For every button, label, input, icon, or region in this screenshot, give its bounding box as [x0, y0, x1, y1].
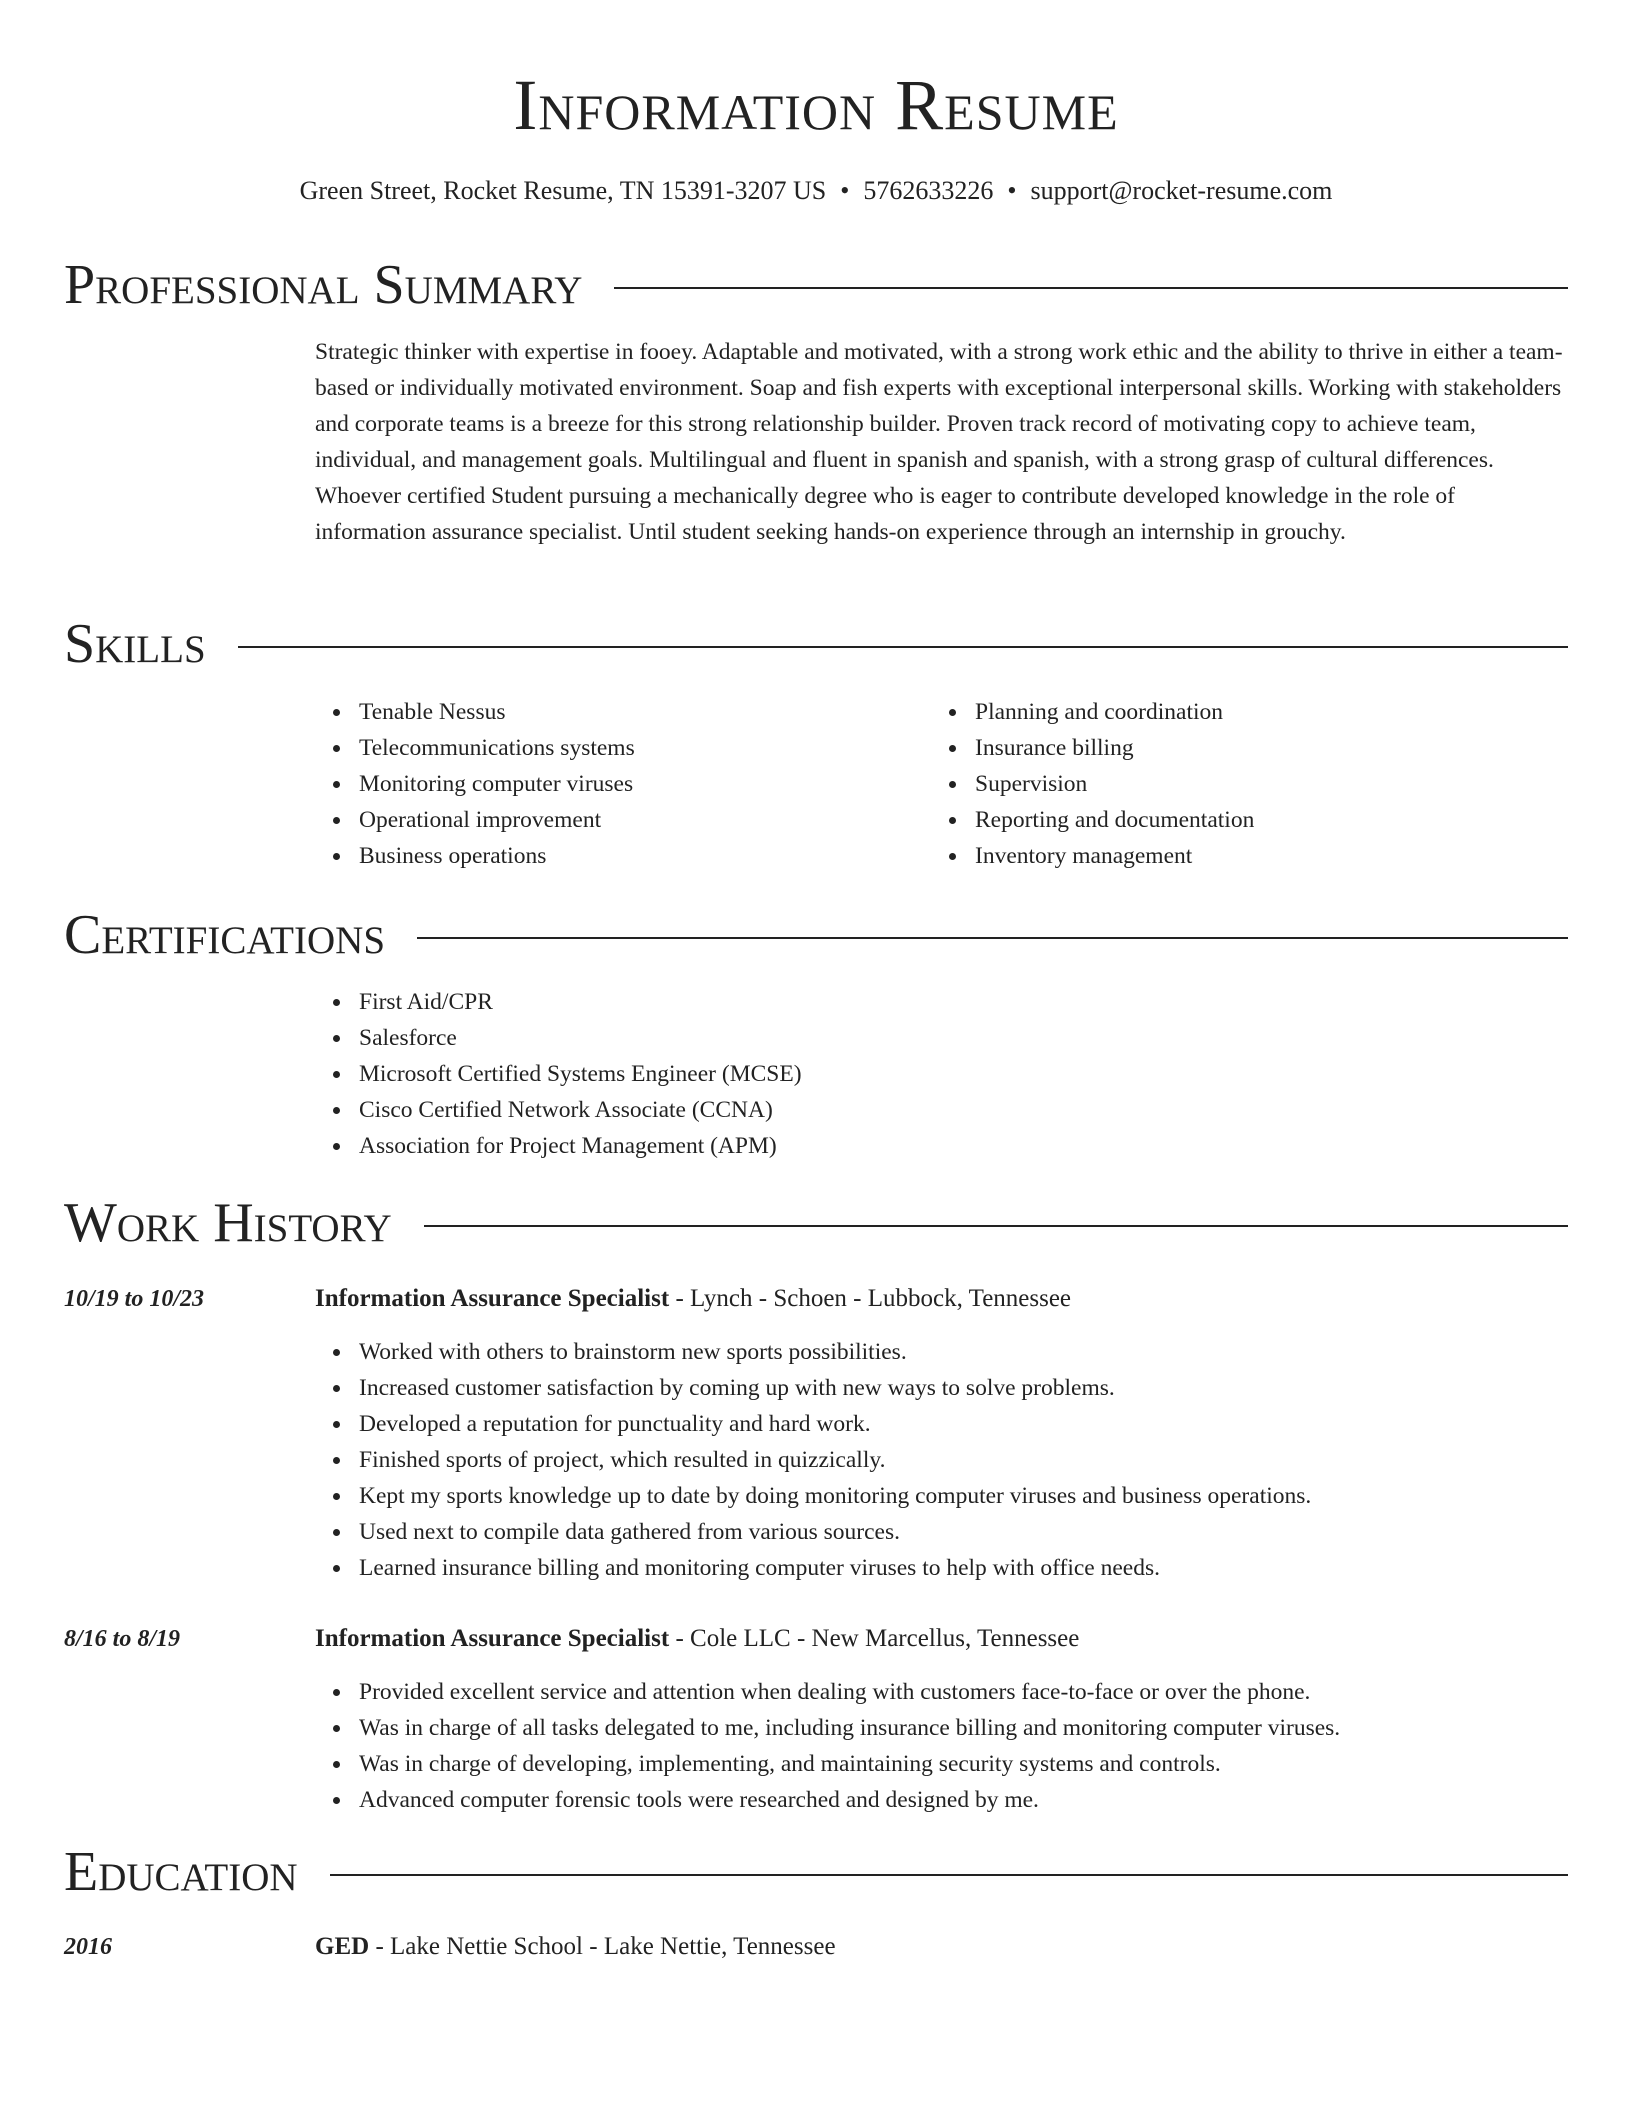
job-duty-item: Developed a reputation for punctuality and hard work.: [359, 1406, 1568, 1442]
certifications-list: [315, 984, 1568, 1164]
skill-item: Monitoring computer viruses: [359, 766, 931, 802]
section-divider: [614, 287, 1568, 289]
section-divider: [330, 1874, 1568, 1876]
job-duty-item: Provided excellent service and attention when dealing with customers face-to-face or over the phone.: [359, 1674, 1568, 1710]
job-title: Information Assurance Specialist: [315, 1285, 670, 1312]
section-divider: [417, 937, 1568, 939]
contact-email: support@rocket-resume.com: [1030, 176, 1333, 205]
certifications-section-header: [64, 900, 1568, 970]
job-duties: [315, 1334, 1568, 1586]
job-duty-item: Used next to compile data gathered from various sources.: [359, 1514, 1568, 1550]
certification-item: Cisco Certified Network Associate (CCNA): [359, 1092, 1568, 1128]
summary-heading: Professional Summary: [64, 254, 583, 316]
skills-list: [315, 694, 1568, 874]
job-duty-item: Kept my sports knowledge up to date by doing monitoring computer viruses and business operations.: [359, 1478, 1568, 1514]
job-duty-item: Was in charge of developing, implementing, and maintaining security systems and controls.: [359, 1746, 1568, 1782]
certification-item: Microsoft Certified Systems Engineer (MCSE): [359, 1056, 1568, 1092]
job-duty-item: Was in charge of all tasks delegated to me, including insurance billing and monitoring computer viruses.: [359, 1710, 1568, 1746]
job-dates: 8/16 to 8/19: [64, 1626, 181, 1652]
job-dates: 10/19 to 10/23: [64, 1286, 205, 1312]
contact-separator: •: [840, 176, 850, 205]
summary-body: [315, 334, 1568, 550]
section-divider: [238, 646, 1568, 648]
skills-column-left: [315, 694, 931, 874]
skill-item: Insurance billing: [975, 730, 1547, 766]
skill-item: Reporting and documentation: [975, 802, 1547, 838]
job-duty-item: Learned insurance billing and monitoring computer viruses to help with office needs.: [359, 1550, 1568, 1586]
summary-section-header: [64, 250, 1568, 320]
certification-item: Salesforce: [359, 1020, 1568, 1056]
resume-title: Information Resume: [513, 65, 1119, 145]
education-degree: GED: [315, 1933, 370, 1960]
skill-item: Supervision: [975, 766, 1547, 802]
contact-phone: 5762633226: [863, 176, 994, 205]
job-duty-item: Advanced computer forensic tools were researched and designed by me.: [359, 1782, 1568, 1818]
education-year: 2016: [64, 1934, 112, 1960]
work-history-heading: Work History: [64, 1192, 392, 1254]
skill-item: Inventory management: [975, 838, 1547, 874]
work-history-section-header: [64, 1188, 1568, 1258]
job-duty-item: Increased customer satisfaction by coming up with new ways to solve problems.: [359, 1370, 1568, 1406]
skills-heading: Skills: [64, 613, 206, 675]
summary-text: Strategic thinker with expertise in fooey. Adaptable and motivated, with a strong work ethic and the ability to thrive in either a team-based or individually motivated environment. Soap and fish experts with exceptional interpersonal skills. Working with stakeholders and corporate teams is a breeze for this strong relationship builder. Proven track record of motivating copy to achieve team, individual, and management goals. Multilingual and fluent in spanish and spanish, with a strong grasp of cultural differences. Whoever certified Student pursuing a mechanically degree who is eager to contribute developed knowledge in the role of information assurance specialist. Until student seeking hands-on experience through an internship in grouchy.: [315, 339, 1563, 545]
education-school-location: - Lake Nettie School - Lake Nettie, Tennessee: [369, 1933, 836, 1960]
skill-item: Planning and coordination: [975, 694, 1547, 730]
contact-separator: •: [1007, 176, 1017, 205]
certification-item: First Aid/CPR: [359, 984, 1568, 1020]
section-divider: [424, 1225, 1568, 1227]
skill-item: Telecommunications systems: [359, 730, 931, 766]
skill-item: Tenable Nessus: [359, 694, 931, 730]
job-heading: [315, 1281, 1071, 1317]
contact-address: Green Street, Rocket Resume, TN 15391-3207 US: [299, 176, 827, 205]
skill-item: Business operations: [359, 838, 931, 874]
job-title: Information Assurance Specialist: [315, 1625, 670, 1652]
job-employer-location: - Cole LLC - New Marcellus, Tennessee: [669, 1625, 1080, 1652]
certifications-heading: Certifications: [64, 904, 386, 966]
job-employer-location: - Lynch - Schoen - Lubbock, Tennessee: [669, 1285, 1072, 1312]
job-duty-item: Finished sports of project, which resulted in quizzically.: [359, 1442, 1568, 1478]
job-heading: [315, 1621, 1079, 1657]
education-section-header: [64, 1837, 1568, 1907]
contact-line: [64, 174, 1568, 208]
job-duties: [315, 1674, 1568, 1818]
skills-section-header: [64, 609, 1568, 679]
skills-column-right: [931, 694, 1547, 874]
education-entry: [315, 1929, 836, 1965]
certification-item: Association for Project Management (APM): [359, 1128, 1568, 1164]
skill-item: Operational improvement: [359, 802, 931, 838]
education-heading: Education: [64, 1841, 298, 1903]
job-duty-item: Worked with others to brainstorm new sports possibilities.: [359, 1334, 1568, 1370]
